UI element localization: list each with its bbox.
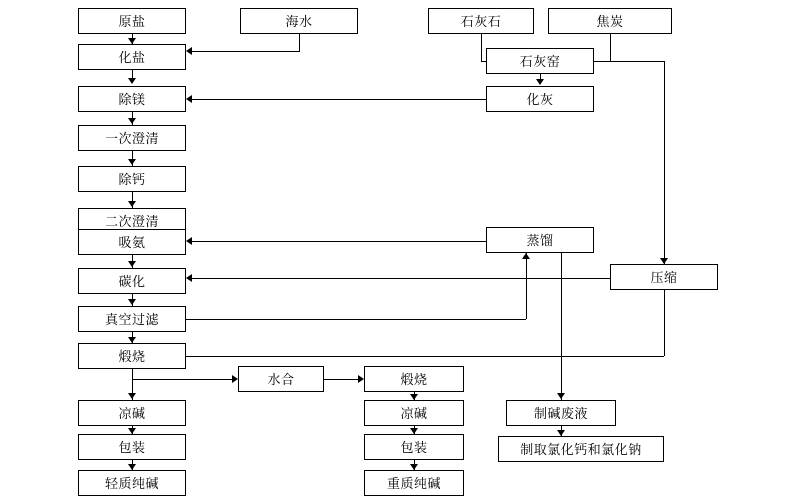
node-label: 凉碱 [118, 405, 146, 421]
node-label: 石灰窑 [519, 53, 561, 69]
edge-yasuo-tanhua [190, 278, 610, 279]
node-zhiqu[interactable] [498, 436, 664, 462]
edge-duanshao-down-1 [132, 369, 133, 379]
node-duanshao-1[interactable] [78, 343, 186, 369]
node-label: 一次澄清 [104, 130, 159, 146]
node-label: 除镁 [118, 91, 146, 107]
edge-jiaotan-down [610, 34, 611, 61]
node-baozhuang-2[interactable] [364, 434, 464, 460]
arrowhead-zhengliu-xian [186, 237, 192, 245]
node-label: 蒸馏 [526, 232, 554, 248]
node-label: 包装 [400, 439, 428, 455]
node-duanshao-2[interactable] [364, 366, 464, 392]
node-label: 重质纯碱 [386, 475, 441, 491]
node-label: 海水 [285, 13, 313, 29]
arrowhead-zhengliu-zhijianfeiye [557, 393, 565, 399]
node-zhongzhi[interactable] [364, 470, 464, 496]
node-shihuishi[interactable] [428, 8, 534, 34]
node-label: 凉碱 [400, 405, 428, 421]
edge-duanshao-shuihe [132, 379, 234, 380]
node-yasuo[interactable] [610, 264, 718, 290]
node-yuanyan[interactable] [78, 8, 186, 34]
node-qingzhi[interactable] [78, 470, 186, 496]
edge-zhengliu-zhijianfeiye [561, 253, 562, 400]
node-liangjian-1[interactable] [78, 400, 186, 426]
node-label: 制取氯化钙和氯化钠 [520, 441, 642, 457]
edge-haishui-huayan [190, 51, 300, 52]
node-shuihe[interactable] [238, 366, 324, 392]
node-label: 原盐 [118, 13, 146, 29]
arrowhead-xian-tanhua [128, 261, 136, 267]
node-tanhua[interactable] [78, 268, 186, 294]
arrowhead-yicichengqing-chugai [128, 159, 136, 165]
node-label: 吸氨 [118, 234, 146, 250]
node-zhenkongguolv[interactable] [78, 306, 186, 332]
node-jiaotan[interactable] [548, 8, 672, 34]
node-chumei[interactable] [78, 86, 186, 112]
arrowhead-chugai-ercichengqing [128, 201, 136, 207]
edge-zhenkongguolv-zhengliu-up [526, 253, 527, 319]
node-label: 制碱废液 [533, 405, 588, 421]
node-label: 二次澄清 [104, 213, 159, 229]
node-chugai[interactable] [78, 166, 186, 192]
edge-shuihe-duanshao2 [324, 379, 360, 380]
edge-shihuiyao-right [594, 61, 664, 62]
edge-duanshao-right [186, 356, 664, 357]
node-label: 水合 [267, 371, 295, 387]
node-label: 化灰 [526, 91, 554, 107]
node-label: 真空过滤 [104, 311, 159, 327]
node-label: 石灰石 [460, 13, 502, 29]
node-yicichengqing[interactable] [78, 125, 186, 151]
arrowhead-yasuo-tanhua [186, 274, 192, 282]
node-haishui[interactable] [240, 8, 358, 34]
node-huayan[interactable] [78, 44, 186, 70]
arrowhead-zhenkongguolv-zhengliu [522, 253, 530, 259]
node-zhijianfeiye[interactable] [506, 400, 616, 426]
node-shihuiyao[interactable] [486, 48, 594, 74]
edge-duanshao-yasuo-up [664, 290, 665, 356]
node-label: 煅烧 [400, 371, 428, 387]
arrowhead-duanshao-liangjian1 [128, 393, 136, 399]
node-xian[interactable] [78, 229, 186, 255]
edge-zhenkongguolv-right [186, 319, 526, 320]
edge-haishui-down [299, 34, 300, 51]
node-label: 化盐 [118, 49, 146, 65]
node-huahui[interactable] [486, 86, 594, 112]
node-label: 煅烧 [118, 348, 146, 364]
node-zhengliu[interactable] [486, 227, 594, 253]
node-label: 碳化 [118, 273, 146, 289]
node-label: 焦炭 [596, 13, 624, 29]
arrowhead-huahui-chumei [186, 95, 192, 103]
arrowhead-haishui-huayan [186, 47, 192, 55]
edge-huahui-chumei [190, 99, 486, 100]
node-label: 除钙 [118, 171, 146, 187]
node-liangjian-2[interactable] [364, 400, 464, 426]
edge-shihuiyao-yasuo-down [664, 61, 665, 264]
node-label: 压缩 [650, 269, 678, 285]
node-baozhuang-1[interactable] [78, 434, 186, 460]
edge-zhengliu-xian [190, 241, 486, 242]
arrowhead-shihuiyao-huahui [536, 79, 544, 85]
arrowhead-chumei-yicichengqing [128, 118, 136, 124]
arrowhead-tanhua-zhenkongguolv [128, 299, 136, 305]
node-label: 轻质纯碱 [104, 475, 159, 491]
edge-shihuishi-down [481, 34, 482, 61]
arrowhead-huayan-chumei [128, 78, 136, 84]
node-label: 包装 [118, 439, 146, 455]
